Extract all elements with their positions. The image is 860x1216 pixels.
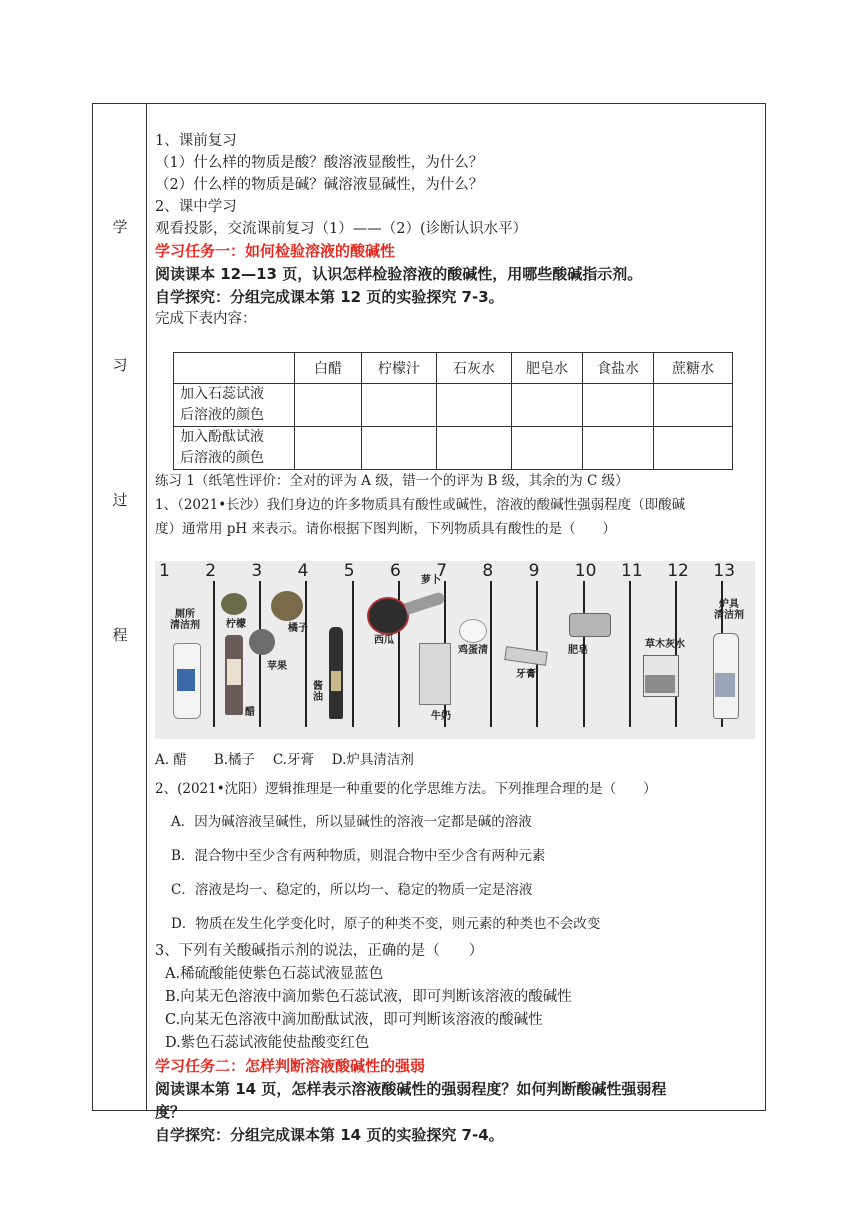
review-heading: 1、课前复习 [155, 133, 237, 149]
ph-scale-number: 4 [297, 561, 309, 581]
label-milk: 牛奶 [431, 711, 451, 722]
exercise-q3-d: D.紫色石蕊试液能使盐酸变红色 [165, 1035, 370, 1051]
ph-scale-number: 3 [251, 561, 263, 581]
class-heading: 2、课中学习 [155, 199, 237, 215]
left-char-2: 习 [112, 356, 128, 374]
ph-figure [155, 561, 755, 739]
apple-image [249, 629, 275, 655]
exercise-q3-a: A.稀硫酸能使紫色石蕊试液显蓝色 [165, 966, 384, 982]
ph-scale-number: 6 [390, 561, 401, 581]
left-char-3: 过 [112, 491, 128, 509]
task1-title: 学习任务一：如何检验溶液的酸碱性 [155, 242, 396, 260]
table-cell[interactable] [654, 427, 733, 470]
table-row-header: 加入酚酞试液 后溶液的颜色 [174, 427, 295, 470]
soy-sauce-label [331, 671, 341, 691]
ph-scale-number: 11 [621, 561, 643, 581]
review-q1: （1）什么样的物质是酸？酸溶液显酸性，为什么？ [155, 155, 484, 171]
ph-scale-number: 12 [667, 561, 689, 581]
left-char-4: 程 [112, 626, 128, 644]
ph-scale-number: 13 [713, 561, 736, 581]
task2-read-line2: 度？ [155, 1103, 186, 1121]
task2-explore: 自学探究：分组完成课本第 14 页的实验探究 7-4。 [155, 1126, 504, 1144]
toilet-cleaner-label [177, 669, 195, 691]
label-vinegar: 醋 [245, 707, 255, 718]
left-column [93, 104, 147, 1110]
ph-scale-number: 1 [159, 561, 170, 581]
table-cell[interactable] [437, 427, 512, 470]
label-watermelon: 西瓜 [374, 635, 394, 646]
exercise-q1-line1: 1、（2021•长沙）我们身边的许多物质具有酸性或碱性，溶液的酸碱性强弱程度（即酸碱 [155, 497, 686, 513]
ph-scale-divider [305, 581, 307, 727]
table-row [174, 427, 733, 470]
exercise-intro: 练习 1（纸笔性评价：全对的评为 A 级，错一个的评为 B 级，其余的为 C 级） [155, 473, 629, 489]
label-soap: 肥皂 [568, 645, 588, 656]
ph-scale-divider [629, 581, 631, 727]
label-toilet-cleaner: 厕所 清洁剂 [170, 609, 200, 631]
label-radish: 萝卜 [421, 575, 441, 586]
table-corner [174, 353, 295, 384]
lemon-image [221, 593, 247, 615]
ph-scale-number: 8 [482, 561, 494, 581]
exercise-q3-stem: 3、下列有关酸碱指示剂的说法，正确的是（ ） [155, 943, 484, 959]
table-col-header: 肥皂水 [512, 353, 583, 384]
exercise-q2-stem: 2、(2021•沈阳）逻辑推理是一种重要的化学思维方法。下列推理合理的是（ ） [155, 781, 657, 797]
table-cell[interactable] [362, 427, 437, 470]
table-cell[interactable] [295, 384, 362, 427]
table-cell[interactable] [583, 384, 654, 427]
label-apple: 苹果 [267, 661, 287, 672]
table-row-header: 加入石蕊试液 后溶液的颜色 [174, 384, 295, 427]
table-col-header: 白醋 [295, 353, 362, 384]
ph-scale-number: 2 [205, 561, 217, 581]
table-cell[interactable] [362, 384, 437, 427]
exercise-q2-b: B．混合物中至少含有两种物质，则混合物中至少含有两种元素 [171, 848, 546, 864]
exercise-q1-line2: 度）通常用 pH 来表示。请你根据下图判断，下列物质具有酸性的是（ ） [155, 521, 616, 537]
label-stove-cleaner: 炉具 清洁剂 [714, 599, 744, 621]
label-plant-ash-water: 草木灰水 [645, 639, 685, 650]
ph-scale-number: 7 [436, 561, 448, 581]
task1-explore: 自学探究：分组完成课本第 12 页的实验探究 7-3。 [155, 288, 504, 306]
table-cell[interactable] [295, 427, 362, 470]
label-toothpaste: 牙膏 [516, 669, 536, 680]
exercise-q2-c: C．溶液是均一、稳定的，所以均一、稳定的物质一定是溶液 [171, 882, 533, 898]
toothpaste-image [504, 646, 548, 666]
ph-scale-number: 9 [528, 561, 540, 581]
ph-scale-number: 5 [343, 561, 355, 581]
exercise-q1-options: A. 醋 B.橘子 C.牙膏 D.炉具清洁剂 [155, 752, 414, 768]
table-cell[interactable] [512, 427, 583, 470]
table-cell[interactable] [583, 427, 654, 470]
stove-cleaner-label [715, 673, 735, 697]
table-col-header: 食盐水 [583, 353, 654, 384]
table-intro: 完成下表内容： [155, 311, 257, 327]
worksheet-frame [92, 103, 766, 1144]
soap-image [569, 613, 611, 637]
indicator-table [173, 352, 733, 470]
review-q2: （2）什么样的物质是碱？碱溶液显碱性，为什么？ [155, 177, 484, 193]
radish-image [404, 591, 446, 615]
table-cell[interactable] [437, 384, 512, 427]
exercise-q2-d: D．物质在发生化学变化时，原子的种类不变，则元素的种类也不会改变 [171, 916, 601, 932]
left-char-1: 学 [112, 218, 128, 236]
label-soy-sauce: 酱 油 [313, 681, 323, 703]
ash-water-liquid [645, 675, 675, 693]
label-orange: 橘子 [288, 623, 308, 634]
ph-scale-divider [213, 581, 215, 727]
label-egg-white: 鸡蛋清 [458, 645, 488, 656]
exercise-q2-a: A．因为碱溶液呈碱性，所以显碱性的溶液一定都是碱的溶液 [171, 814, 532, 830]
table-row [174, 384, 733, 427]
table-col-header: 柠檬汁 [362, 353, 437, 384]
table-col-header: 石灰水 [437, 353, 512, 384]
orange-image [271, 591, 303, 621]
table-cell[interactable] [512, 384, 583, 427]
class-line: 观看投影，交流课前复习（1）——（2）(诊断认识水平） [155, 221, 528, 237]
task2-title: 学习任务二：怎样判断溶液酸碱性的强弱 [155, 1057, 426, 1075]
ph-scale-number: 10 [574, 561, 597, 581]
watermelon-image [367, 597, 409, 635]
egg-white-image [459, 619, 487, 643]
task2-read-line1: 阅读课本第 14 页，怎样表示溶液酸碱性的强弱程度？如何判断酸碱性强弱程 [155, 1080, 667, 1098]
table-cell[interactable] [654, 384, 733, 427]
table-col-header: 蔗糖水 [654, 353, 733, 384]
task1-read: 阅读课本 12—13 页，认识怎样检验溶液的酸碱性，用哪些酸碱指示剂。 [155, 265, 643, 283]
ph-scale-divider [352, 581, 354, 727]
exercise-q3-c: C.向某无色溶液中滴加酚酞试液，即可判断该溶液的酸碱性 [165, 1012, 543, 1028]
exercise-q3-b: B.向某无色溶液中滴加紫色石蕊试液，即可判断该溶液的酸碱性 [165, 989, 572, 1005]
table-header-row [174, 353, 733, 384]
milk-carton [419, 643, 451, 705]
ph-scale-divider [675, 581, 677, 727]
label-lemon: 柠檬 [226, 619, 246, 630]
vinegar-label [227, 659, 241, 685]
